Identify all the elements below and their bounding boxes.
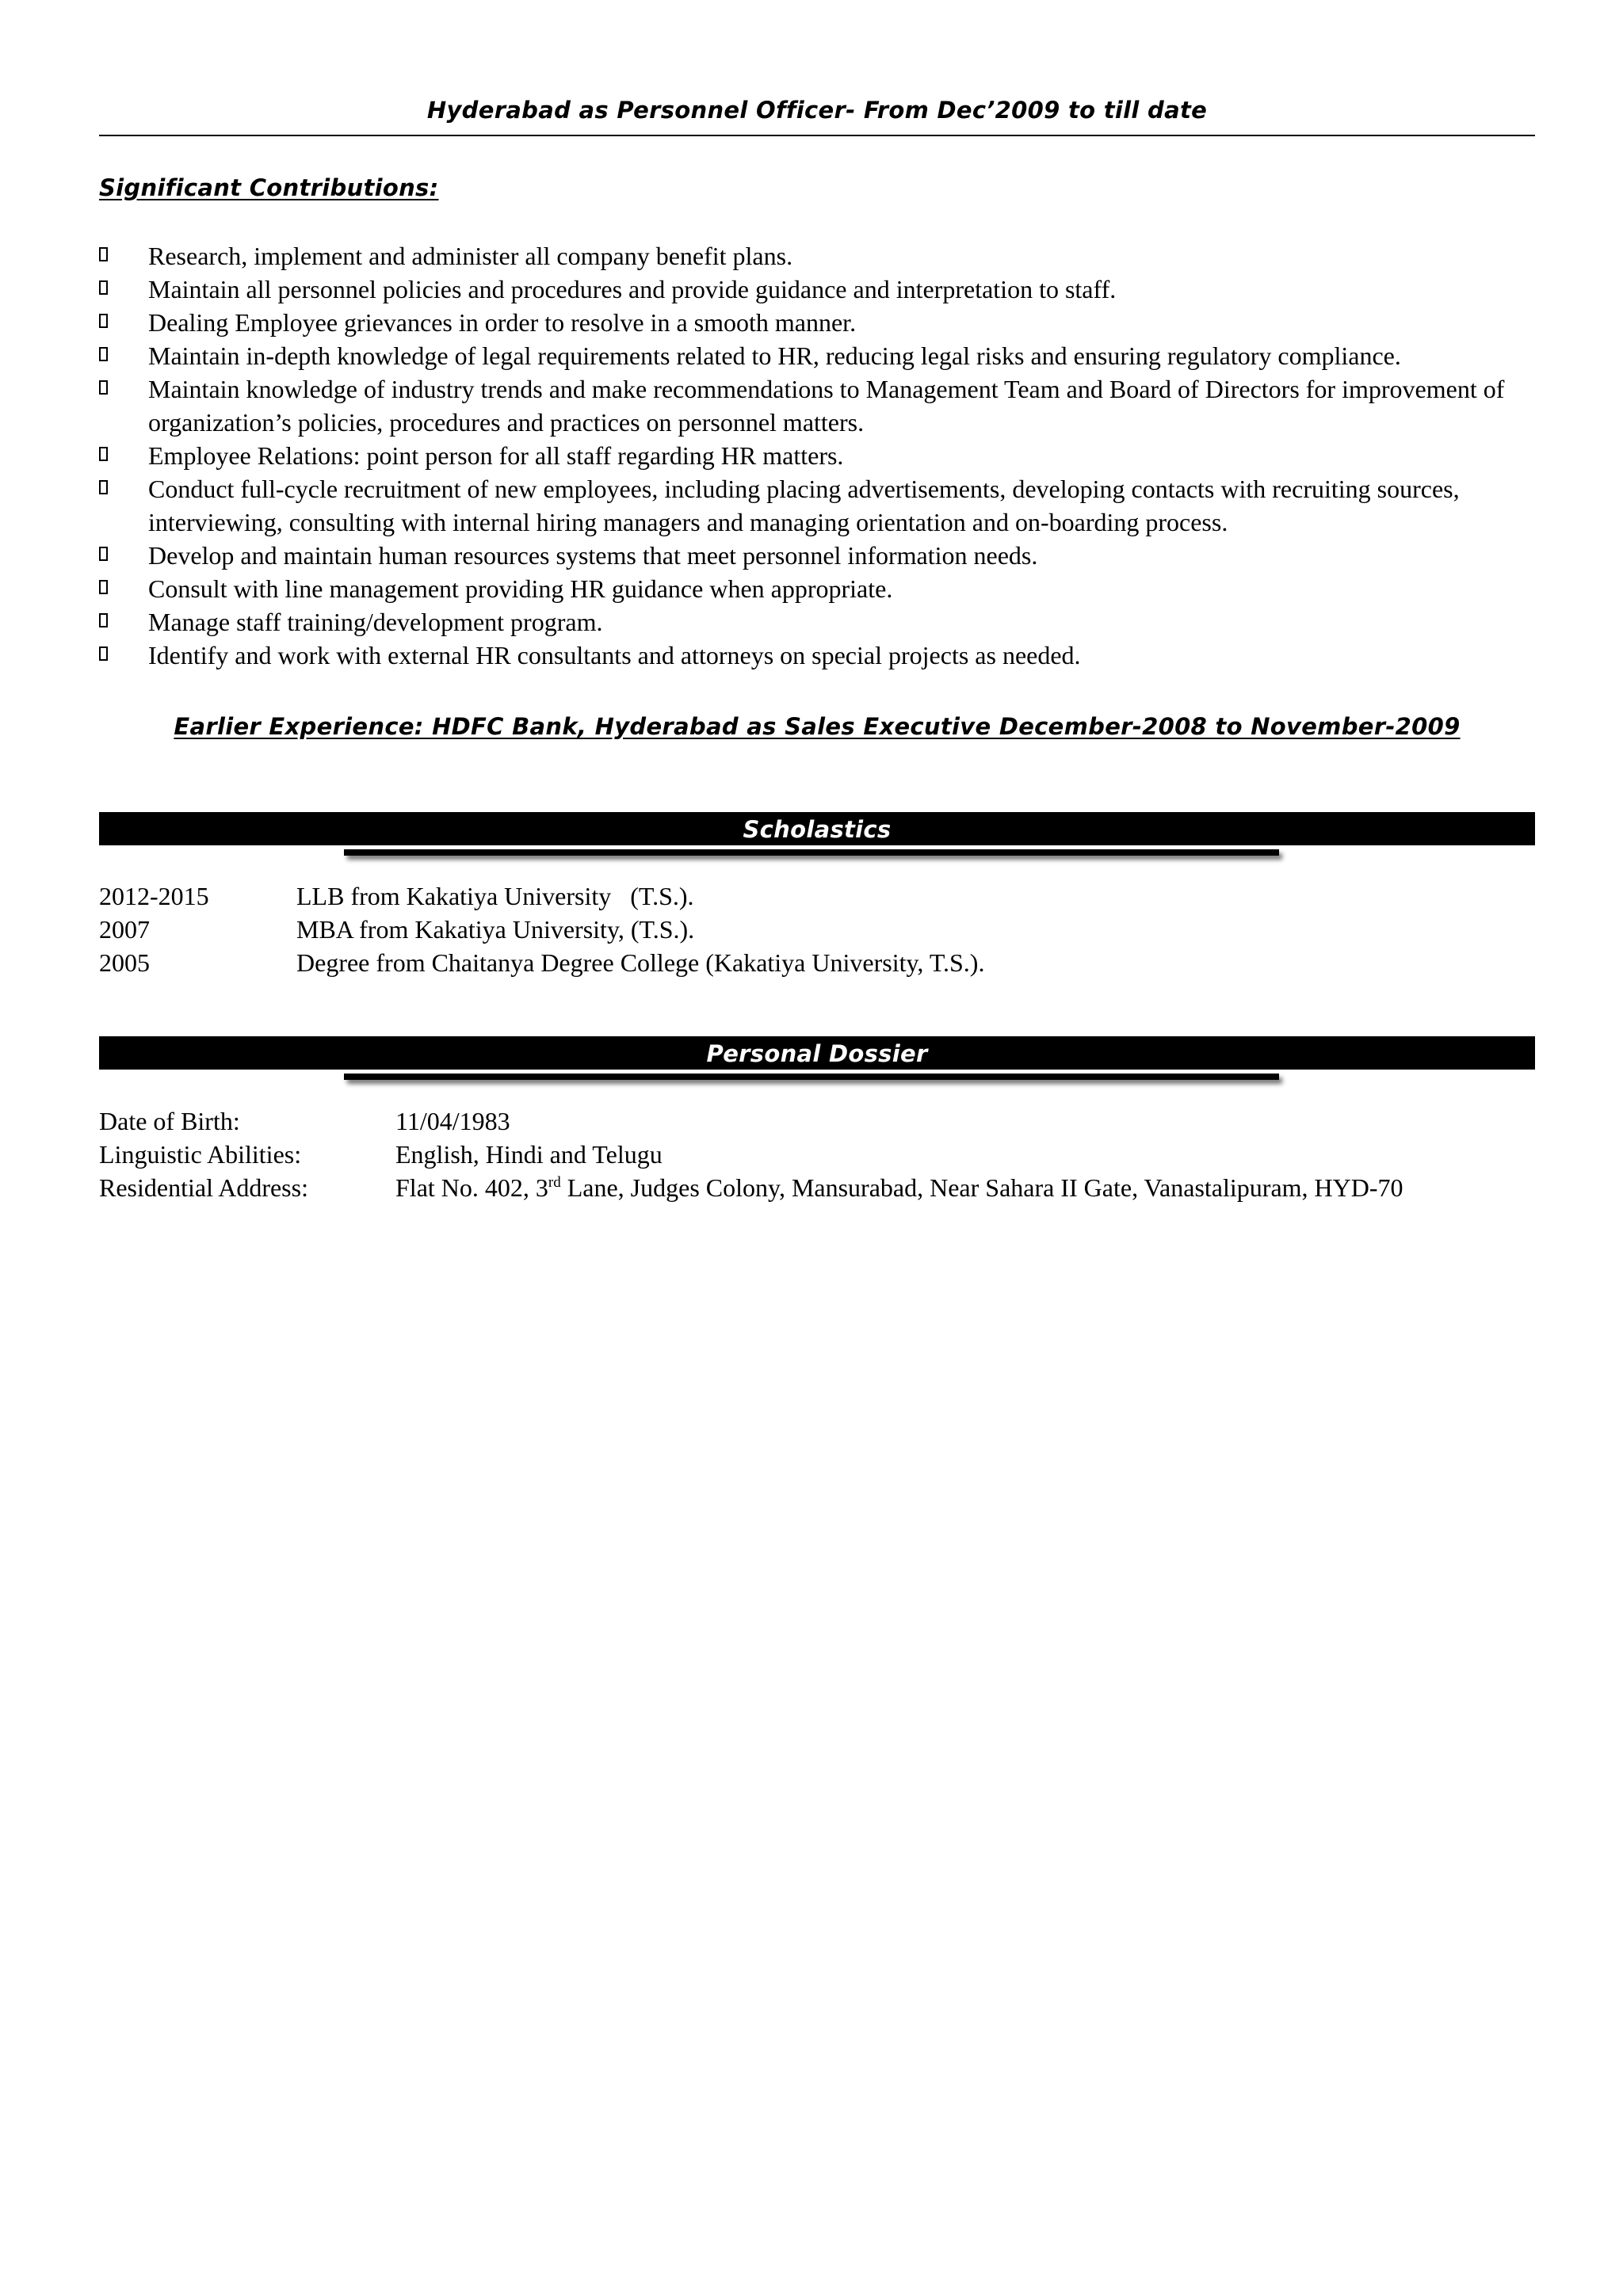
address-suffix: Lane, Judges Colony, Mansurabad, Near Sahara II Gate, Vanastalipuram, HYD-70 bbox=[560, 1173, 1403, 1202]
list-item bbox=[99, 372, 1535, 439]
list-item bbox=[99, 273, 1535, 306]
education-year: 2005 bbox=[99, 948, 150, 977]
education-row bbox=[99, 879, 694, 913]
list-item bbox=[99, 639, 1535, 672]
section-divider bbox=[344, 1074, 1279, 1080]
list-item bbox=[99, 572, 1535, 605]
address-ordinal-suffix: rd bbox=[548, 1174, 561, 1191]
education-detail: Degree from Chaitanya Degree College (Kakatiya University, T.S.). bbox=[296, 948, 985, 977]
list-item-text: Develop and maintain human resources systems that meet personnel information needs. bbox=[148, 541, 1038, 570]
square-bullet-icon bbox=[99, 314, 108, 328]
list-item-text: Research, implement and administer all company benefit plans. bbox=[148, 242, 793, 270]
education-detail: MBA from Kakatiya University, (T.S.). bbox=[296, 915, 695, 944]
list-item bbox=[99, 239, 1535, 273]
list-item-text: Identify and work with external HR consultants and attorneys on special projects as needed. bbox=[148, 641, 1081, 669]
address-label: Residential Address: bbox=[99, 1173, 308, 1202]
address-row bbox=[99, 1171, 1403, 1204]
education-year: 2007 bbox=[99, 915, 150, 944]
education-row bbox=[99, 946, 984, 979]
education-detail: LLB from Kakatiya University (T.S.). bbox=[296, 882, 694, 910]
list-item-text: Maintain in-depth knowledge of legal requirements related to HR, reducing legal risks and ensuring regulatory compliance. bbox=[148, 341, 1401, 370]
list-item bbox=[99, 472, 1535, 539]
list-item-text: Consult with line management providing HR guidance when appropriate. bbox=[148, 574, 893, 603]
list-item-text: Dealing Employee grievances in order to resolve in a smooth manner. bbox=[148, 308, 857, 337]
square-bullet-icon bbox=[99, 280, 108, 295]
square-bullet-icon bbox=[99, 347, 108, 361]
square-bullet-icon bbox=[99, 247, 108, 261]
address-prefix: Flat No. 402, 3 bbox=[395, 1173, 548, 1202]
dob-value: 11/04/1983 bbox=[395, 1107, 510, 1135]
dob-label: Date of Birth: bbox=[99, 1107, 240, 1135]
heading-rule bbox=[99, 135, 1535, 136]
list-item-text: Maintain all personnel policies and procedures and provide guidance and interpretation to staff. bbox=[148, 275, 1117, 303]
education-row bbox=[99, 913, 694, 946]
languages-value: English, Hindi and Telugu bbox=[395, 1140, 663, 1169]
section-divider bbox=[344, 849, 1279, 856]
list-item-text: Maintain knowledge of industry trends and make recommendations to Management Team and Board of Directors for improvement of organization’s policies, procedures and practices on personnel matters. bbox=[148, 375, 1505, 437]
scholastics-section-title: Scholastics bbox=[99, 812, 1535, 845]
earlier-experience-heading: Earlier Experience: HDFC Bank, Hyderabad as Sales Executive December-2008 to November-2009 bbox=[174, 713, 1461, 740]
list-item bbox=[99, 539, 1535, 572]
languages-row bbox=[99, 1138, 663, 1171]
list-item bbox=[99, 605, 1535, 639]
list-item bbox=[99, 306, 1535, 339]
contributions-list bbox=[99, 239, 1535, 672]
list-item-text: Employee Relations: point person for all staff regarding HR matters. bbox=[148, 441, 844, 470]
education-year: 2012-2015 bbox=[99, 882, 209, 910]
list-item bbox=[99, 439, 1535, 472]
square-bullet-icon bbox=[99, 547, 108, 561]
languages-label: Linguistic Abilities: bbox=[99, 1140, 302, 1169]
list-item-text: Manage staff training/development program. bbox=[148, 608, 603, 636]
square-bullet-icon bbox=[99, 613, 108, 627]
square-bullet-icon bbox=[99, 447, 108, 461]
square-bullet-icon bbox=[99, 646, 108, 661]
dob-row bbox=[99, 1104, 510, 1138]
square-bullet-icon bbox=[99, 580, 108, 594]
square-bullet-icon bbox=[99, 380, 108, 395]
square-bullet-icon bbox=[99, 480, 108, 494]
personal-dossier-section-title: Personal Dossier bbox=[99, 1036, 1535, 1070]
significant-contributions-heading: Significant Contributions: bbox=[99, 174, 439, 201]
list-item-text: Conduct full-cycle recruitment of new employees, including placing advertisements, developing contacts with recruiting sources, interviewing, consulting with internal hiring managers and managing orientation and on-boarding process. bbox=[148, 475, 1460, 536]
list-item bbox=[99, 339, 1535, 372]
job-title-heading: Hyderabad as Personnel Officer- From Dec’2009 to till date bbox=[426, 97, 1208, 124]
address-value bbox=[395, 1173, 1403, 1202]
